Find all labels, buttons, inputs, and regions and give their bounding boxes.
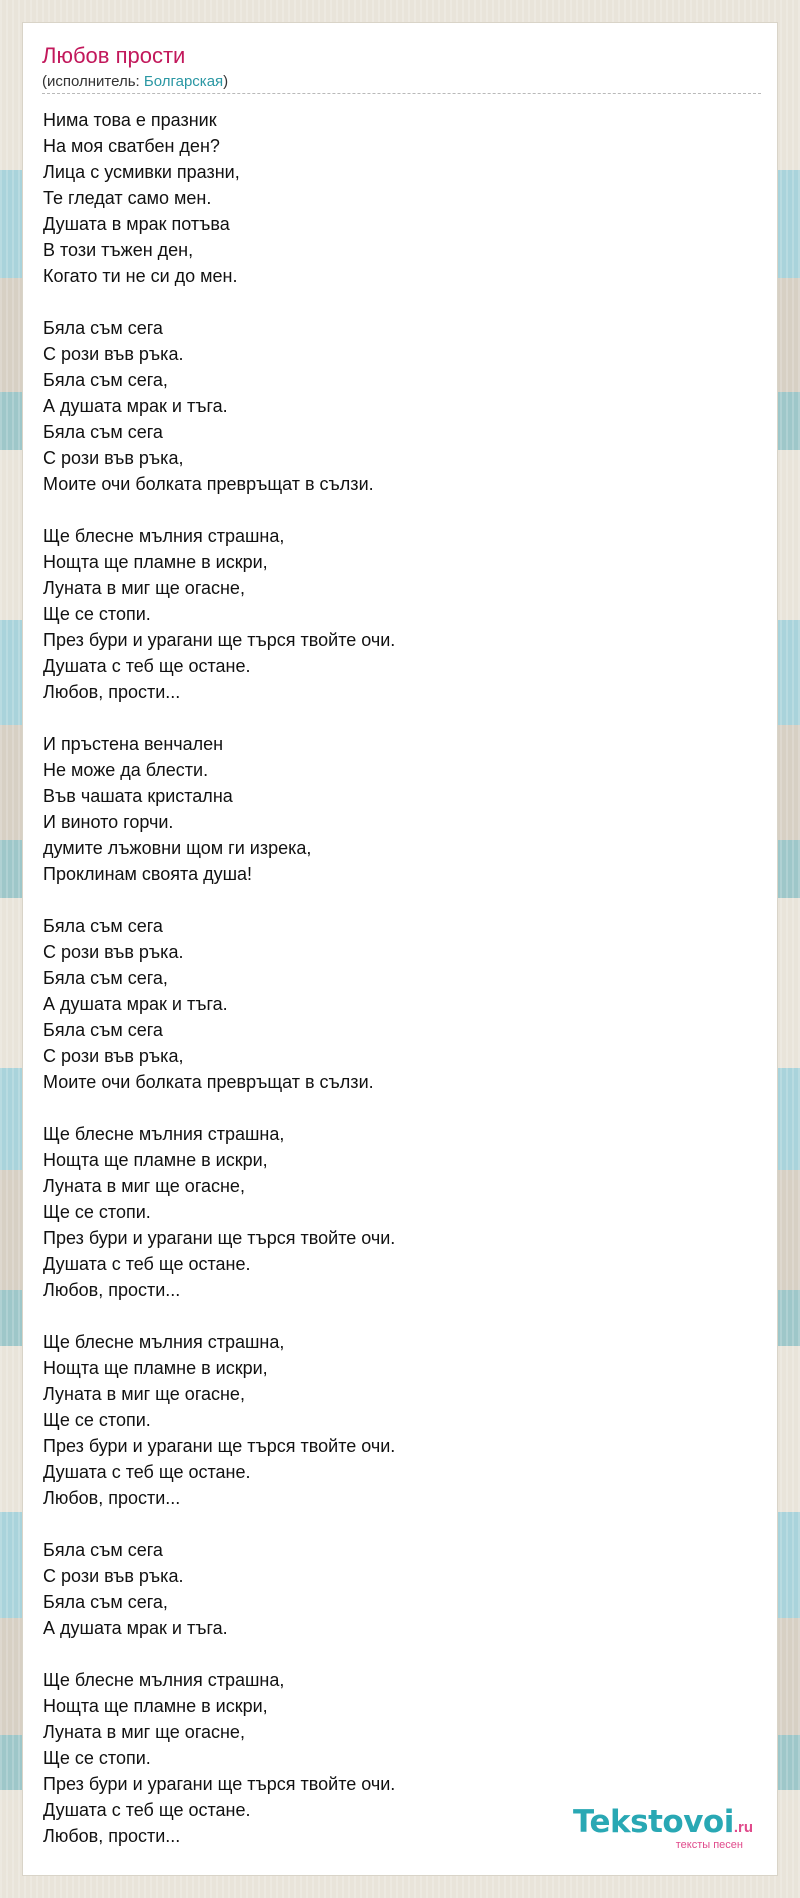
artist-suffix: ) <box>223 73 229 90</box>
song-title: Любов прости <box>42 43 186 68</box>
lyric-line: Бяла съм сега, <box>43 1592 168 1612</box>
lyric-line: Любов, прости... <box>43 1280 181 1300</box>
lyric-line: Луната в миг ще огасне, <box>43 1176 245 1196</box>
dotted-divider <box>42 93 761 94</box>
lyric-line: А душата мрак и тъга. <box>43 396 228 416</box>
lyric-line: Ще се стопи. <box>43 1748 151 1768</box>
lyric-line: Ще блесне мълния страшна, <box>43 1332 285 1352</box>
lyric-line: Моите очи болката превръщат в сълзи. <box>43 1072 374 1092</box>
lyric-line: И виното горчи. <box>43 812 174 832</box>
stanza-gap <box>43 1511 753 1537</box>
lyric-line: С рози във ръка. <box>43 1566 184 1586</box>
lyric-line: Душата с теб ще остане. <box>43 656 251 676</box>
lyric-line: През бури и урагани ще търся твойте очи. <box>43 1436 396 1456</box>
lyrics-card <box>22 22 778 1876</box>
lyric-line: На моя сватбен ден? <box>43 136 220 156</box>
lyric-line: Душата с теб ще остане. <box>43 1254 251 1274</box>
lyric-line: Бяла съм сега, <box>43 968 168 988</box>
lyric-line: Нощта ще пламне в искри, <box>43 1150 268 1170</box>
lyric-line: Ще блесне мълния страшна, <box>43 1670 285 1690</box>
artist-prefix: (исполнитель: <box>42 73 144 90</box>
lyric-line: И пръстена венчален <box>43 734 224 754</box>
lyric-line: През бури и урагани ще търся твойте очи. <box>43 1228 396 1248</box>
lyric-line: С рози във ръка. <box>43 942 184 962</box>
logo-wordmark: Tekstovoi <box>572 1804 734 1840</box>
lyric-line: С рози във ръка, <box>43 448 184 468</box>
lyric-line: Когато ти не си до мен. <box>43 266 238 286</box>
lyric-line: Душата в мрак потъва <box>43 214 230 234</box>
lyric-line: Не може да блести. <box>43 760 209 780</box>
lyric-line: Нощта ще пламне в искри, <box>43 1696 268 1716</box>
lyric-line: Нощта ще пламне в искри, <box>43 552 268 572</box>
lyric-line: Лица с усмивки празни, <box>43 162 240 182</box>
lyric-line: През бури и урагани ще търся твойте очи. <box>43 630 396 650</box>
lyric-line: Бяла съм сега <box>43 916 163 936</box>
lyric-line: Ще се стопи. <box>43 1410 151 1430</box>
artist-link[interactable]: Болгарская <box>143 73 224 90</box>
stanza-gap <box>43 1095 753 1121</box>
lyric-line: Луната в миг ще огасне, <box>43 1722 245 1742</box>
lyric-line: Любов, прости... <box>43 1826 181 1846</box>
lyric-line: Във чашата кристална <box>43 786 233 806</box>
logo-tagline: тексты песен <box>675 1839 743 1851</box>
lyric-line: Любов, прости... <box>43 1488 181 1508</box>
lyric-line: Бяла съм сега <box>43 318 163 338</box>
lyric-line: С рози във ръка. <box>43 344 184 364</box>
lyric-line: Бяла съм сега, <box>43 370 168 390</box>
lyric-line: думите лъжовни щом ги изрека, <box>43 838 312 858</box>
lyric-line: А душата мрак и тъга. <box>43 994 228 1014</box>
lyric-line: Луната в миг ще огасне, <box>43 1384 245 1404</box>
lyric-line: Моите очи болката превръщат в сълзи. <box>43 474 374 494</box>
lyric-line: Луната в миг ще огасне, <box>43 578 245 598</box>
lyric-line: Ще блесне мълния страшна, <box>43 526 285 546</box>
lyric-line: Душата с теб ще остане. <box>43 1462 251 1482</box>
lyric-line: В този тъжен ден, <box>43 240 194 260</box>
lyric-line: Любов, прости... <box>43 682 181 702</box>
logo-domain-suffix: .ru <box>733 1819 753 1836</box>
stanza-gap <box>43 497 753 523</box>
stanza-gap <box>43 887 753 913</box>
lyric-line: А душата мрак и тъга. <box>43 1618 228 1638</box>
lyric-line: Бяла съм сега <box>43 1540 163 1560</box>
lyric-line: Душата с теб ще остане. <box>43 1800 251 1820</box>
lyric-line: През бури и урагани ще търся твойте очи. <box>43 1774 396 1794</box>
lyric-line: Ще се стопи. <box>43 604 151 624</box>
lyric-line: Бяла съм сега <box>43 1020 163 1040</box>
stanza-gap <box>43 1641 753 1667</box>
lyric-line: Проклинам своята душа! <box>43 864 253 884</box>
lyric-line: Ще се стопи. <box>43 1202 151 1222</box>
stanza-gap <box>43 1303 753 1329</box>
lyric-line: Нощта ще пламне в искри, <box>43 1358 268 1378</box>
lyrics-body <box>43 107 753 1849</box>
stanza-gap <box>43 705 753 731</box>
lyric-line: Ще блесне мълния страшна, <box>43 1124 285 1144</box>
artist-line <box>42 73 228 91</box>
lyric-line: Те гледат само мен. <box>43 188 212 208</box>
lyric-line: Бяла съм сега <box>43 422 163 442</box>
site-logo[interactable] <box>543 1805 753 1855</box>
lyric-line: Нима това е празник <box>43 110 217 130</box>
lyric-line: С рози във ръка, <box>43 1046 184 1066</box>
stanza-gap <box>43 289 753 315</box>
